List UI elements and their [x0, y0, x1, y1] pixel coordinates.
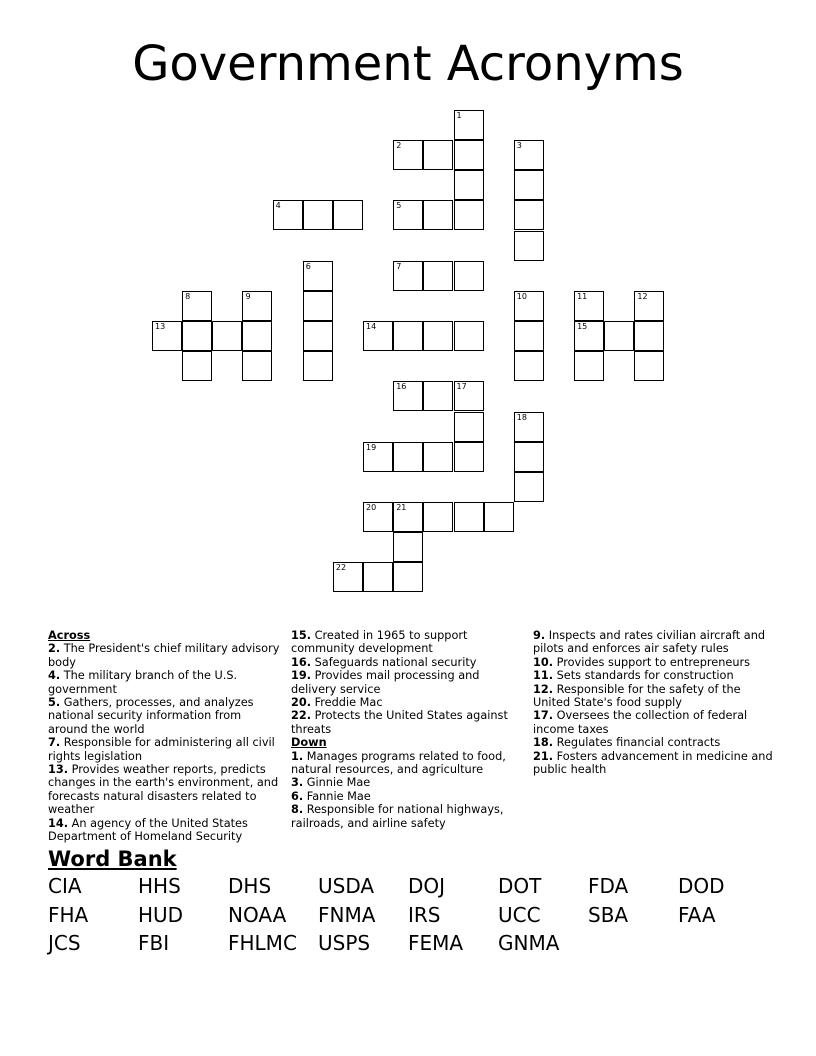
cell-number: 22 — [335, 563, 347, 573]
grid-cell[interactable] — [484, 502, 514, 532]
cell-number: 1 — [456, 111, 462, 120]
cell-number: 16 — [396, 382, 407, 392]
grid-cell[interactable] — [363, 321, 393, 351]
word-bank-word: USDA — [318, 874, 375, 898]
clue — [291, 750, 521, 777]
grid-cell[interactable] — [454, 502, 484, 532]
cell-number: 11 — [577, 291, 588, 301]
clue-number: 7. — [48, 736, 61, 750]
grid-cell[interactable] — [423, 502, 453, 532]
grid-cell[interactable] — [242, 321, 272, 351]
cell-number: 12 — [637, 291, 648, 301]
clue-number: 4. — [48, 669, 61, 683]
cell-number: 21 — [396, 502, 407, 512]
cell-number: 20 — [366, 502, 377, 512]
grid-cell[interactable] — [514, 140, 544, 170]
clue — [533, 683, 773, 710]
word-bank-title: Word Bank — [48, 847, 177, 871]
clue-number: 18. — [533, 736, 554, 750]
clue-text: Protects the United States against threats — [291, 709, 508, 736]
cell-number: 6 — [305, 261, 311, 271]
grid-cell[interactable] — [574, 321, 604, 351]
clue-number: 5. — [48, 696, 61, 710]
word-bank-word: FBI — [138, 931, 170, 955]
grid-cell[interactable] — [454, 110, 484, 140]
clue-text: Provides support to entrepreneurs — [556, 655, 751, 669]
cell-number: 18 — [516, 412, 527, 422]
grid-cell[interactable] — [182, 291, 212, 321]
word-bank-word: FHA — [48, 902, 89, 927]
grid-cell[interactable] — [454, 170, 484, 200]
grid-cell[interactable] — [152, 321, 182, 351]
clue — [533, 750, 773, 777]
clue — [48, 696, 280, 736]
cell-number: 19 — [366, 442, 377, 452]
clues-column-2 — [291, 629, 521, 830]
word-bank-word: DOT — [498, 874, 542, 898]
grid-cell[interactable] — [634, 291, 664, 321]
grid-cell[interactable] — [514, 472, 544, 502]
word-bank-word: DOD — [678, 874, 725, 898]
clue — [48, 736, 280, 763]
word-bank-word: SBA — [588, 902, 629, 927]
grid-cell[interactable] — [423, 261, 453, 291]
clue — [291, 669, 521, 696]
word-bank-word: FEMA — [408, 931, 464, 955]
word-bank-word: NOAA — [228, 902, 287, 927]
grid-cell[interactable] — [454, 381, 484, 411]
grid-cell[interactable] — [393, 502, 423, 532]
word-bank-word: FAA — [678, 902, 716, 927]
clue-text: Regulates financial contracts — [556, 736, 721, 750]
clue-text: The President's chief military advisory body — [48, 642, 280, 669]
clues-column-1 — [48, 629, 280, 844]
grid-cell[interactable] — [393, 562, 423, 592]
grid-cell[interactable] — [423, 442, 453, 472]
clue-text: Freddie Mac — [314, 696, 383, 710]
grid-cell[interactable] — [514, 200, 544, 230]
grid-cell[interactable] — [393, 261, 423, 291]
cell-number: 8 — [185, 291, 191, 301]
grid-cell[interactable] — [303, 291, 333, 321]
grid-cell[interactable] — [574, 351, 604, 381]
clue-text: Provides mail processing and delivery service — [291, 669, 480, 696]
cell-number: 9 — [245, 291, 251, 301]
clue — [533, 736, 773, 749]
grid-cell[interactable] — [393, 442, 423, 472]
clue-text: Inspects and rates civilian aircraft and pilots and enforces air safety rules — [533, 629, 766, 656]
cell-number: 7 — [396, 261, 402, 271]
grid-cell[interactable] — [363, 502, 393, 532]
grid-cell[interactable] — [242, 291, 272, 321]
grid-cell[interactable] — [363, 442, 393, 472]
clue-number: 12. — [533, 682, 554, 696]
grid-cell[interactable] — [634, 351, 664, 381]
clue-number: 6. — [291, 789, 304, 803]
cell-number: 4 — [275, 201, 281, 211]
clue — [291, 709, 521, 736]
word-bank-word: FHLMC — [228, 931, 297, 955]
cell-number: 3 — [516, 141, 522, 151]
clue — [291, 629, 521, 656]
word-bank-word: FNMA — [318, 902, 376, 927]
grid-cell[interactable] — [423, 381, 453, 411]
grid-cell[interactable] — [182, 351, 212, 381]
grid-cell[interactable] — [182, 321, 212, 351]
grid-cell[interactable] — [393, 532, 423, 562]
grid-cell[interactable] — [514, 231, 544, 261]
grid-cell[interactable] — [454, 200, 484, 230]
grid-cell[interactable] — [574, 291, 604, 321]
cell-number: 2 — [396, 141, 402, 151]
cell-number: 15 — [577, 322, 588, 332]
grid-cell[interactable] — [454, 140, 484, 170]
clue — [533, 709, 773, 736]
clue-text: Created in 1965 to support community development — [291, 629, 468, 656]
grid-cell[interactable] — [393, 381, 423, 411]
page-title: Government Acronyms — [132, 36, 684, 92]
clue-number: 11. — [533, 669, 554, 683]
word-bank-word: JCS — [48, 931, 81, 955]
grid-cell[interactable] — [273, 200, 303, 230]
clue-number: 9. — [533, 629, 546, 642]
clue — [48, 669, 280, 696]
clue-heading: Across — [48, 629, 91, 642]
grid-cell[interactable] — [303, 261, 333, 291]
clue — [291, 696, 521, 709]
clue-number: 16. — [291, 655, 312, 669]
clue — [48, 642, 280, 669]
grid-cell[interactable] — [333, 200, 363, 230]
clue — [533, 656, 773, 669]
grid-cell[interactable] — [393, 200, 423, 230]
clue-text: Responsible for administering all civil rights legislation — [48, 736, 275, 763]
clue — [533, 669, 773, 682]
clue — [48, 763, 280, 817]
clue-text: Safeguards national security — [314, 655, 477, 669]
clue-text: Gathers, processes, and analyzes national security information from around the world — [48, 696, 254, 736]
cell-number: 17 — [456, 382, 467, 392]
clue — [291, 776, 521, 789]
grid-cell[interactable] — [393, 140, 423, 170]
clue-number: 14. — [48, 816, 69, 830]
grid-cell[interactable] — [514, 321, 544, 351]
cell-number: 5 — [396, 201, 402, 211]
clue-number: 17. — [533, 709, 554, 723]
grid-cell[interactable] — [363, 562, 393, 592]
clue-text: The military branch of the U.S. government — [48, 669, 238, 696]
word-bank-word: DOJ — [408, 874, 446, 898]
clue-number: 13. — [48, 763, 69, 777]
clue-number: 21. — [533, 749, 554, 763]
word-bank-word: CIA — [48, 874, 82, 898]
word-bank-word: HHS — [138, 874, 181, 898]
grid-cell[interactable] — [423, 140, 453, 170]
grid-cell[interactable] — [454, 442, 484, 472]
grid-cell[interactable] — [634, 321, 664, 351]
grid-cell[interactable] — [333, 562, 363, 592]
grid-cell[interactable] — [454, 412, 484, 442]
grid-cell[interactable] — [423, 200, 453, 230]
clue-number: 10. — [533, 655, 554, 669]
clue — [291, 790, 521, 803]
clue-text: Sets standards for construction — [556, 669, 734, 683]
grid-cell[interactable] — [604, 321, 634, 351]
clue-text: Fosters advancement in medicine and public health — [533, 749, 773, 777]
clue — [291, 656, 521, 669]
clue — [48, 817, 280, 844]
clue-text: An agency of the United States Department of Homeland Security — [48, 816, 248, 844]
clue-number: 8. — [291, 803, 304, 817]
cell-number: 10 — [516, 291, 527, 301]
grid-cell[interactable] — [514, 170, 544, 200]
clue-number: 1. — [291, 749, 304, 763]
clue — [533, 629, 773, 656]
clue-heading: Down — [291, 736, 327, 750]
grid-cell[interactable] — [393, 321, 423, 351]
grid-cell[interactable] — [514, 351, 544, 381]
grid-cell[interactable] — [454, 261, 484, 291]
grid-cell[interactable] — [423, 321, 453, 351]
cell-number: 13 — [155, 322, 166, 332]
clue-number: 22. — [291, 709, 312, 723]
grid-cell[interactable] — [514, 442, 544, 472]
clue-text: Responsible for the safety of the United State's food supply — [533, 682, 741, 710]
grid-cell[interactable] — [303, 321, 333, 351]
clue-text: Provides weather reports, predicts changes in the earth's environment, and forecasts natural disasters related to weather — [48, 763, 279, 817]
word-bank-word: IRS — [408, 902, 441, 927]
clue-text: Ginnie Mae — [306, 776, 371, 790]
word-bank-word: HUD — [138, 902, 184, 927]
clue-text: Oversees the collection of federal income taxes — [533, 709, 748, 736]
clue-text: Fannie Mae — [306, 789, 371, 803]
cell-number: 14 — [366, 322, 377, 332]
grid-cell[interactable] — [514, 291, 544, 321]
clue-number: 2. — [48, 642, 61, 656]
grid-cell[interactable] — [454, 321, 484, 351]
clue-number: 15. — [291, 629, 312, 642]
grid-cell[interactable] — [303, 351, 333, 381]
word-bank-word: UCC — [498, 902, 541, 927]
clue-number: 19. — [291, 669, 312, 683]
grid-cell[interactable] — [303, 200, 333, 230]
clue-number: 3. — [291, 776, 304, 790]
word-bank-word: USPS — [318, 931, 371, 955]
clue-text: Responsible for national highways, railroads, and airline safety — [291, 803, 504, 830]
clues-column-3 — [533, 629, 773, 776]
word-bank-word: FDA — [588, 874, 629, 898]
grid-cell[interactable] — [212, 321, 242, 351]
word-bank-word: DHS — [228, 874, 272, 898]
clue-text: Manages programs related to food, natural resources, and agriculture — [291, 749, 506, 777]
word-bank-word: GNMA — [498, 931, 560, 955]
clue-number: 20. — [291, 696, 312, 710]
grid-cell[interactable] — [514, 412, 544, 442]
grid-cell[interactable] — [242, 351, 272, 381]
clue — [291, 803, 521, 830]
